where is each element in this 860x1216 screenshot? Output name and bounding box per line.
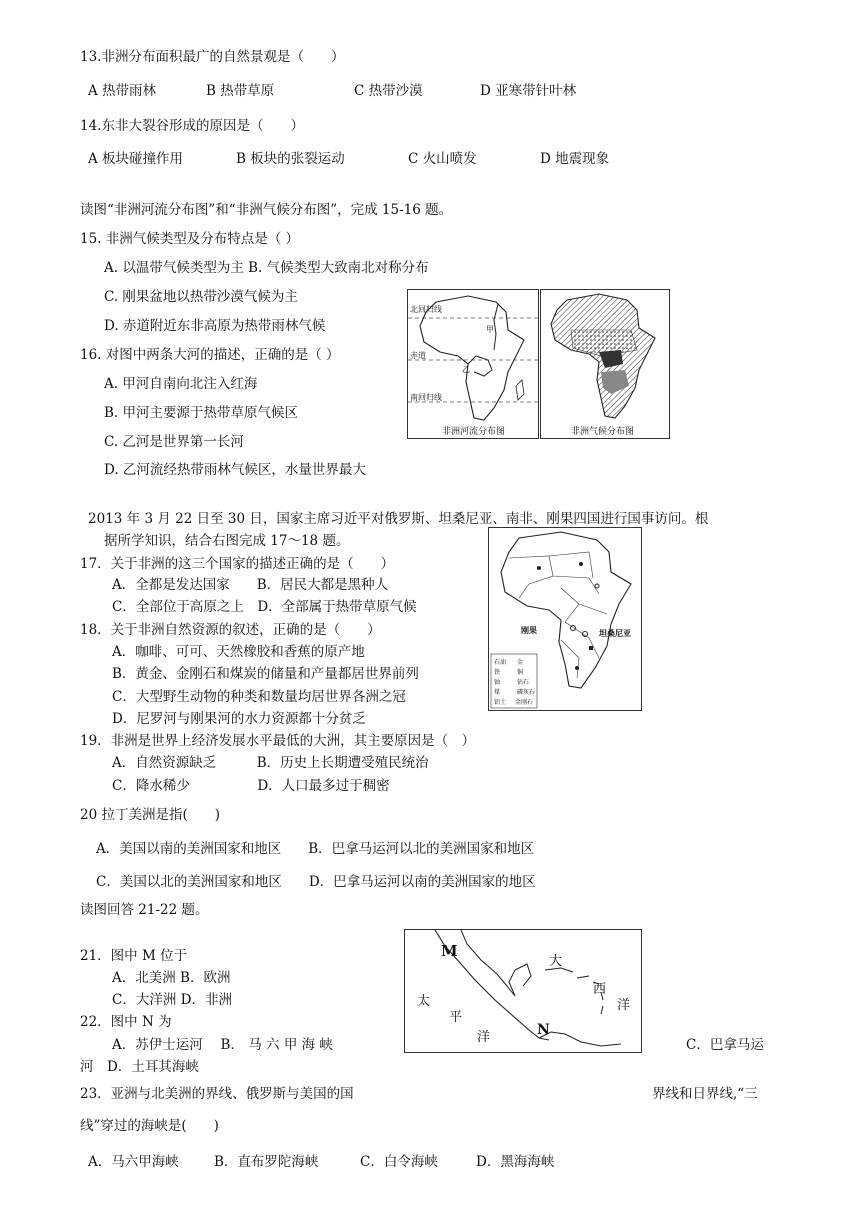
q21-option-ab: A．北美洲 B．欧洲	[112, 970, 231, 986]
map-label-xi: 西	[593, 982, 607, 997]
q21-option-cd: C．大洋洲 D．非洲	[112, 992, 232, 1008]
q18-option-c: C．大型野生动物的种类和数量均居世界各洲之冠	[112, 689, 406, 705]
legend-bauxite: 铝土	[494, 699, 507, 706]
legend-jingangshi: 金刚石	[515, 699, 534, 706]
q17-option-ab: A．全都是发达国家 B．居民大都是黑种人	[112, 577, 389, 593]
q19-stem: 19．非洲是世界上经济发展水平最低的大洲，其主要原因是（ ）	[80, 733, 476, 749]
q16-option-c: C. 乙河是世界第一长河	[104, 434, 244, 450]
q21-stem: 21．图中 M 位于	[80, 948, 188, 964]
q15-option-c: C. 刚果盆地以热带沙漠气候为主	[104, 289, 298, 305]
legend-diamond: 钻石	[517, 679, 530, 686]
intro-15-16: 读图“非洲河流分布图”和“非洲气候分布图”，完成 15-16 题。	[80, 202, 453, 218]
q15-stem: 15. 非洲气候类型及分布特点是（ ）	[80, 231, 300, 247]
legend-copper: 铜	[517, 669, 524, 676]
q20-stem: 20 拉丁美洲是指( )	[80, 807, 221, 823]
caribbean-map	[404, 929, 642, 1053]
africa-climate-map	[540, 289, 670, 439]
q23-option-c: C．白令海峡	[360, 1154, 438, 1170]
q23-stem-part2: 界线和日界线,“三	[652, 1086, 758, 1102]
q23-option-a: A．马六甲海峡	[88, 1154, 179, 1170]
legend-uranium: 铀	[494, 679, 501, 686]
tropic-capricorn-label: 南回归线	[410, 393, 442, 402]
q13-option-a: A 热带雨林	[88, 83, 157, 99]
q16-option-b: B. 甲河主要源于热带草原气候区	[104, 405, 299, 421]
q13-option-b: B 热带草原	[206, 83, 275, 99]
q16-option-d: D. 乙河流经热带雨林气候区，水量世界最大	[104, 462, 366, 478]
q14-option-d: D 地震现象	[540, 151, 610, 167]
q23-stem-part1: 23．亚洲与北美洲的界线、俄罗斯与美国的国	[80, 1086, 354, 1102]
legend-oil: 石油	[494, 659, 507, 666]
q18-option-b: B．黄金、金刚石和煤炭的储量和产量都居世界前列	[112, 666, 419, 682]
q18-option-a: A．咖啡、可可、天然橡胶和香蕉的原产地	[112, 644, 365, 660]
q17-stem: 17．关于非洲的这三个国家的描述正确的是（ ）	[80, 556, 395, 572]
equator-label: 赤道	[410, 351, 426, 360]
q17-option-cd: C．全部位于高原之上 D．全部属于热带草原气候	[112, 599, 417, 615]
q23-stem-part3: 线”穿过的海峡是( )	[80, 1118, 219, 1134]
legend-gold: 金	[517, 659, 524, 666]
climate-map-caption: 非洲气候分布图	[571, 427, 635, 437]
intro-21-22: 读图回答 21-22 题。	[80, 902, 209, 918]
q13-stem: 13.非洲分布面积最广的自然景观是（ ）	[80, 49, 345, 65]
congo-label: 刚果	[521, 625, 537, 635]
q15-option-ab: A. 以温带气候类型为主 B. 气候类型大致南北对称分布	[104, 260, 429, 276]
q15-option-d: D. 赤道附近东非高原为热带雨林气候	[104, 318, 326, 334]
river-jia-label: 甲	[486, 325, 494, 334]
intro-17-18-line2: 据所学知识，结合右图完成 17～18 题。	[104, 533, 350, 549]
q22-option-c-part2-d: 河 D．土耳其海峡	[80, 1059, 199, 1075]
map-label-tai: 太	[417, 994, 431, 1009]
q18-option-d: D．尼罗河与刚果河的水力资源都十分贫乏	[112, 711, 366, 727]
q20-option-ab: A．美国以南的美洲国家和地区 B．巴拿马运河以北的美洲国家和地区	[96, 841, 535, 857]
river-yi-label: 乙	[462, 365, 470, 374]
legend-coal: 煤	[494, 689, 501, 696]
map-label-da: 大	[549, 954, 563, 969]
intro-17-18-line1: 2013 年 3 月 22 日至 30 日，国家主席习近平对俄罗斯、坦桑尼亚、南非、刚果四国进行国事访问。根	[88, 511, 709, 527]
q19-option-cd: C．降水稀少 D．人口最多过于稠密	[112, 778, 390, 794]
map-label-n: N	[537, 1022, 550, 1038]
q14-stem: 14.东非大裂谷形成的原因是（ ）	[80, 118, 304, 134]
q23-option-d: D．黑海海峡	[476, 1154, 555, 1170]
map-label-ping: 平	[449, 1010, 463, 1025]
q16-option-a: A. 甲河自南向北注入红海	[104, 376, 258, 392]
q22-option-ab: A．苏伊士运河 B． 马 六 甲 海 峡	[112, 1037, 333, 1053]
rivers-map-caption: 非洲河流分布图	[442, 427, 506, 437]
map-label-m: M	[441, 942, 458, 960]
q13-option-d: D 亚寒带针叶林	[480, 83, 577, 99]
africa-resources-map	[488, 527, 642, 711]
tropic-cancer-label: 北回归线	[410, 305, 442, 314]
q19-option-ab: A．自然资源缺乏 B．历史上长期遭受殖民统治	[112, 755, 429, 771]
q14-option-a: A 板块碰撞作用	[88, 151, 184, 167]
q22-option-c-part1: C．巴拿马运	[686, 1037, 764, 1053]
q14-option-c: C 火山喷发	[408, 151, 477, 167]
q18-stem: 18．关于非洲自然资源的叙述，正确的是（ ）	[80, 622, 381, 638]
map-label-yang1: 洋	[617, 998, 631, 1013]
africa-rivers-map	[407, 289, 539, 439]
q20-option-cd: C．美国以北的美洲国家和地区 D．巴拿马运河以南的美洲国家的地区	[96, 874, 536, 890]
tanzania-label: 坦桑尼亚	[599, 628, 631, 638]
legend-phosphate: 磷灰石	[517, 689, 536, 696]
q14-option-b: B 板块的张裂运动	[236, 151, 345, 167]
legend-iron: 铁	[494, 669, 501, 676]
q23-option-b: B．直布罗陀海峡	[214, 1154, 319, 1170]
q13-option-c: C 热带沙漠	[354, 83, 423, 99]
q16-stem: 16. 对图中两条大河的描述，正确的是（ ）	[80, 347, 340, 363]
map-label-yang2: 洋	[477, 1030, 491, 1045]
q22-stem: 22．图中 N 为	[80, 1014, 172, 1030]
